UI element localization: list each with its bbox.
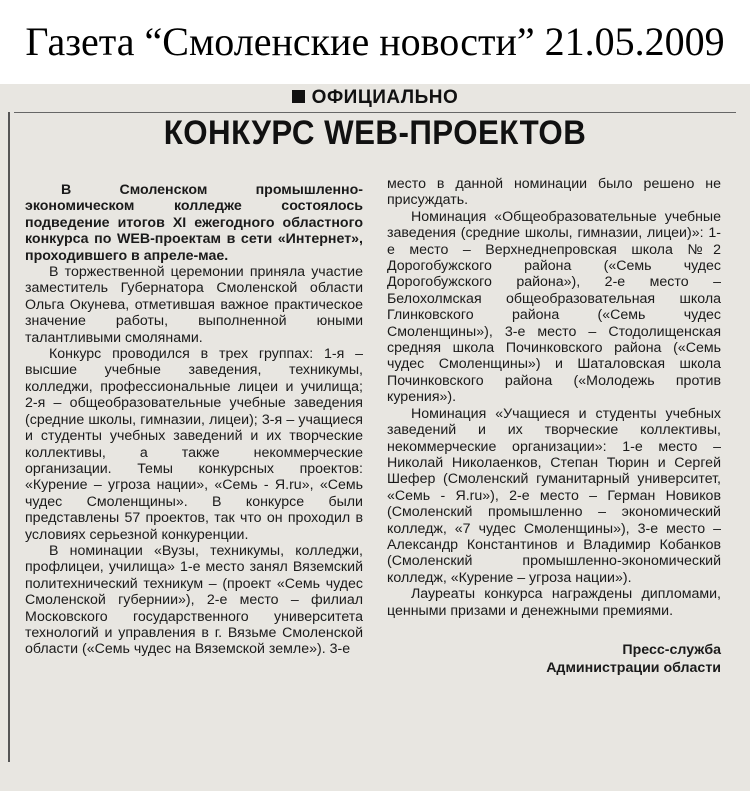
article-paragraph: Конкурс проводился в трех группах: 1-я – высшие учебные заведения, техникумы, колледжи, профессиональные лицеи и училища; 2-я – общеобразовательные учебные заведения (средние школы, гимназии, лицеи); 3-я – учащиеся и студенты учебных заведений и их творческие коллективы, а также некоммерческие организации. Темы конкурсных проектов: «Курение – угроза нации», «Семь - Я.ru», «Семь чудес Смоленщины». В конкурсе были представлены 57 проектов, так что он проходил в условиях серьезной конкуренции. xyxy=(25,346,363,543)
article-paragraph: В торжественной церемонии приняла участие заместитель Губернатора Смоленской области Ольга Окунева, отметившая важное практическое значение работы, выполненной юными талантливыми смолянами. xyxy=(25,264,363,346)
article-paragraph: Номинация «Общеобразовательные учебные заведения (средние школы, гимназии, лицеи)»: 1-е место – Верхнеднепровская школа №2 Дорогобужского района («Семь чудес Дорогобужского района»), 2-е место – Белохолмская общеобразовательная школа Глинковского района («Семь чудес Смоленщины»), 3-е место – Стодолищенская средняя школа Починковского района («Семь чудес Смоленщины») и Шаталовская школа Починковского района («Молодежь против курения»). xyxy=(387,208,721,406)
newspaper-clipping xyxy=(0,84,750,791)
article-paragraph: Номинация «Учащиеся и студенты учебных заведений и их творческие коллективы, некоммерческие организации»: 1-е место – Николай Николаенков, Степан Тюрин и Сергей Шефер (Смоленский гуманитарный университет, «Семь - Я.ru»), 2-е место – Герман Новиков (Смоленский промышленно – экономический колледж, «7 чудес Смоленщины»), 3-е место – Александр Константинов и Владимир Кобанков (Смоленский промышленно-экономический колледж, «Курение – угроза нации»). xyxy=(387,405,721,586)
article-paragraph: Лауреаты конкурса награждены дипломами, ценными призами и денежными премиями. xyxy=(387,586,721,619)
signature-line: Администрации области xyxy=(546,659,721,676)
signature-line: Пресс-служба xyxy=(622,641,721,658)
article-column-right xyxy=(387,176,721,677)
article-column-left xyxy=(25,182,363,658)
clipping-left-border xyxy=(8,112,10,762)
rubric-label: ОФИЦИАЛЬНО xyxy=(311,87,459,108)
article-signature xyxy=(387,641,721,677)
article-headline: КОНКУРС WEB-ПРОЕКТОВ xyxy=(163,114,587,152)
article-lead: В Смоленском промышленно-экономическом колледже состоялось подведение итогов XI ежегодного областного конкурса по WEB-проектам в сети «Интернет», проходившего в апреле-мае. xyxy=(25,182,363,264)
article-paragraph: В номинации «Вузы, техникумы, колледжи, профлицеи, училища» 1-е место занял Вяземский политехнический техникум – (проект «Семь чудес Смоленской губернии»), 2-е место – филиал Московского государственного университета технологий и управления в г. Вязьме Смоленской области («Семь чудес на Вяземской земле»). 3-е xyxy=(25,542,363,658)
document-caption: Газета “Смоленские новости” 21.05.2009 xyxy=(0,0,750,84)
rubric-square-icon xyxy=(292,90,305,103)
rubric xyxy=(0,87,750,109)
article-paragraph: место в данной номинации было решено не присуждать. xyxy=(387,176,721,209)
rubric-divider xyxy=(14,112,736,113)
